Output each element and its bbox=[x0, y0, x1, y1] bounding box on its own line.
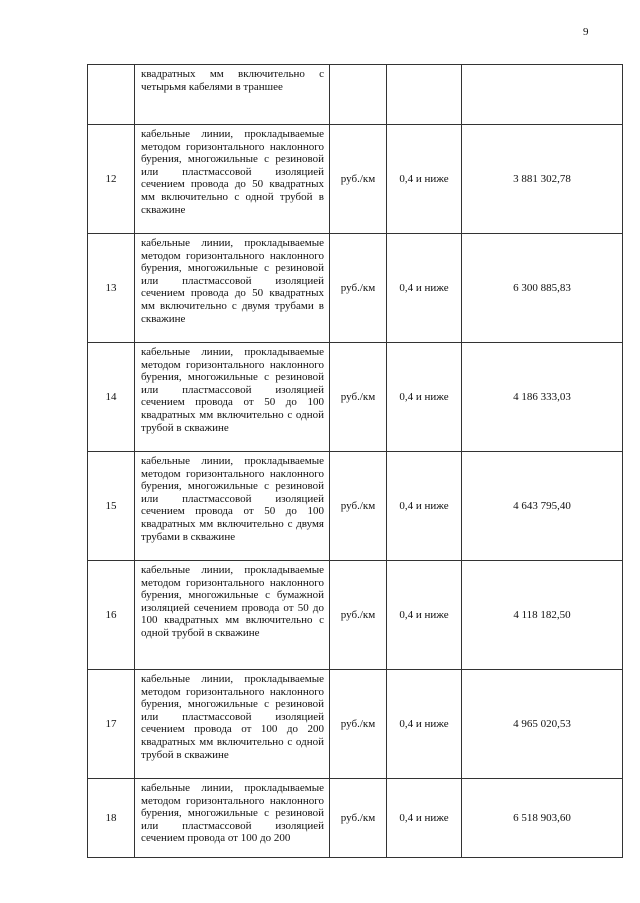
row-price-cell: 4 186 333,03 bbox=[462, 343, 623, 452]
row-price-cell: 6 300 885,83 bbox=[462, 234, 623, 343]
row-voltage-cell: 0,4 и ниже bbox=[387, 561, 462, 670]
table-row bbox=[88, 125, 623, 234]
row-number-cell: 12 bbox=[88, 125, 135, 234]
row-unit-cell: руб./км bbox=[330, 125, 387, 234]
table-row bbox=[88, 343, 623, 452]
row-price-cell: 6 518 903,60 bbox=[462, 779, 623, 858]
table-row bbox=[88, 779, 623, 858]
row-number-cell: 15 bbox=[88, 452, 135, 561]
table-row bbox=[88, 561, 623, 670]
row-price-cell: 4 118 182,50 bbox=[462, 561, 623, 670]
row-number-cell: 18 bbox=[88, 779, 135, 858]
row-description-text: кабельные линии, прокладываемые методом горизонтального наклонного бурения, многожильные с резиновой или пластмассовой изоляцией сечением провода от 50 до 100 квадратных мм включительно с двумя трубами в скважине bbox=[141, 455, 324, 543]
table-row bbox=[88, 234, 623, 343]
row-description-cell bbox=[135, 452, 330, 561]
row-voltage-cell: 0,4 и ниже bbox=[387, 234, 462, 343]
row-voltage-cell: 0,4 и ниже bbox=[387, 452, 462, 561]
page-number: 9 bbox=[583, 26, 589, 38]
row-description-text: кабельные линии, прокладываемые методом горизонтального наклонного бурения, многожильные с резиновой или пластмассовой изоляцией сечением провода до 50 квадратных мм включительно с двумя трубами в скважине bbox=[141, 237, 324, 325]
row-description-text: кабельные линии, прокладываемые методом горизонтального наклонного бурения, многожильные с резиновой или пластмассовой изоляцией сечением провода от 50 до 100 квадратных мм включительно с одной трубой в скважине bbox=[141, 346, 324, 434]
row-voltage-cell: 0,4 и ниже bbox=[387, 670, 462, 779]
row-price-cell: 3 881 302,78 bbox=[462, 125, 623, 234]
row-voltage-cell: 0,4 и ниже bbox=[387, 779, 462, 858]
row-unit-cell: руб./км bbox=[330, 234, 387, 343]
row-unit-cell: руб./км bbox=[330, 343, 387, 452]
row-description-cell bbox=[135, 779, 330, 858]
table-row-continuation bbox=[88, 65, 623, 125]
row-number-cell: 16 bbox=[88, 561, 135, 670]
row-price-cell: 4 643 795,40 bbox=[462, 452, 623, 561]
row-price-cell bbox=[462, 65, 623, 125]
row-price-cell: 4 965 020,53 bbox=[462, 670, 623, 779]
row-description-cell bbox=[135, 125, 330, 234]
row-voltage-cell: 0,4 и ниже bbox=[387, 125, 462, 234]
row-unit-cell: руб./км bbox=[330, 452, 387, 561]
row-voltage-cell: 0,4 и ниже bbox=[387, 343, 462, 452]
row-description-text: кабельные линии, прокладываемые методом горизонтального наклонного бурения, многожильные с резиновой или пластмассовой изоляцией сечением провода от 100 до 200 квадратных мм включительно с одной трубой в скважине bbox=[141, 673, 324, 761]
row-description-cell bbox=[135, 561, 330, 670]
row-unit-cell: руб./км bbox=[330, 561, 387, 670]
tariff-table bbox=[87, 64, 623, 858]
row-number-cell: 13 bbox=[88, 234, 135, 343]
row-number-cell bbox=[88, 65, 135, 125]
table-row bbox=[88, 452, 623, 561]
row-description-cell: квадратных мм включительно с четырьмя кабелями в траншее bbox=[135, 65, 330, 125]
row-description-cell bbox=[135, 670, 330, 779]
row-description-text: кабельные линии, прокладываемые методом горизонтального наклонного бурения, многожильные с резиновой или пластмассовой изоляцией сечением провода от 100 до 200 bbox=[141, 782, 324, 845]
row-description-text: кабельные линии, прокладываемые методом горизонтального наклонного бурения, многожильные с бумажной изоляцией сечением провода от 50 до 100 квадратных мм включительно с одной трубой в скважине bbox=[141, 564, 324, 639]
row-description-cell bbox=[135, 343, 330, 452]
row-voltage-cell bbox=[387, 65, 462, 125]
row-number-cell: 17 bbox=[88, 670, 135, 779]
row-unit-cell: руб./км bbox=[330, 779, 387, 858]
row-number-cell: 14 bbox=[88, 343, 135, 452]
row-description-cell bbox=[135, 234, 330, 343]
row-unit-cell bbox=[330, 65, 387, 125]
row-description-text: кабельные линии, прокладываемые методом горизонтального наклонного бурения, многожильные с резиновой или пластмассовой изоляцией сечением провода до 50 квадратных мм включительно с одной трубой в скважине bbox=[141, 128, 324, 216]
row-unit-cell: руб./км bbox=[330, 670, 387, 779]
table-row bbox=[88, 670, 623, 779]
